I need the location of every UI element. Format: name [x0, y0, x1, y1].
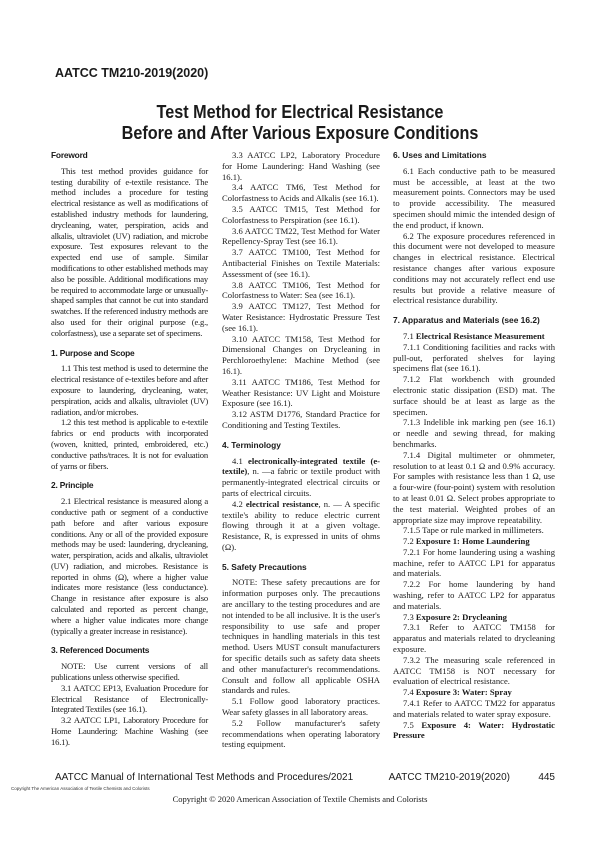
- definition: [222, 456, 380, 499]
- subheading-number: 7.3: [403, 611, 414, 622]
- subheading-title: Exposure 2: Drycleaning: [415, 611, 507, 622]
- section-5-heading: 5. Safety Precautions: [222, 561, 307, 572]
- reference-item: 3.7 AATCC TM100, Test Method for Antibacterial Finishes on Textile Materials: Assessment of (see 16.1).: [222, 247, 380, 279]
- subheading-number: 7.5: [403, 719, 414, 730]
- term: electronically-integrated textile (e-textile): [222, 455, 381, 477]
- term-definition: , n. —a fabric or textile product with permanently-integrated electrical circuits or parts of electrical circuits.: [222, 466, 380, 498]
- paragraph: 7.1.1 Conditioning facilities and racks with pull-out, perforated shelves for laying specimens flat (see 16.1).: [393, 341, 555, 374]
- subheading: [393, 612, 555, 623]
- reference-item: 3.6 AATCC TM22, Test Method for Water Repellency-Spray Test (see 16.1).: [222, 225, 380, 247]
- reference-item: 3.9 AATCC TM127, Test Method for Water Resistance: Hydrostatic Pressure Test (see 16.1).: [222, 301, 380, 333]
- subheading: [393, 720, 555, 742]
- subheading: [393, 536, 555, 547]
- subheading-title: Exposure 3: Water: Spray: [415, 687, 512, 698]
- paragraph: 1.2 this test method is applicable to e-textile fabrics or end products with incorporated (woven, knitted, printed, embroidered, etc.) conductive paths/traces. It is not for evaluation of yarns or fibers.: [51, 417, 208, 471]
- subheading-title: Exposure 4: Water: Hydrostatic Pressure: [393, 719, 555, 741]
- subheading-title: Electrical Resistance Measurement: [415, 330, 545, 341]
- section-3-heading: 3. Referenced Documents: [51, 645, 150, 656]
- paragraph: 6.1 Each conductive path to be measured must be accessible, at least at the two measurement points. Connectors may be used to provide accessibility. The measured specimen should mimic the intended design of the end product, if known.: [393, 165, 555, 230]
- subheading-number: 7.2: [403, 536, 414, 547]
- paragraph: 7.3.1 Refer to AATCC TM158 for apparatus and materials related to drycleaning exposure.: [393, 622, 555, 655]
- term-definition: , n. — A specific textile's ability to reduce electric current flowing through it at a given voltage. Resistance, R, is expressed in units of ohms (Ω).: [222, 498, 380, 552]
- paragraph: 5.1 Follow good laboratory practices. Wear safety glasses in all laboratory areas.: [222, 696, 380, 718]
- reference-item: 3.4 AATCC TM6, Test Method for Colorfastness to Acids and Alkalis (see 16.1).: [222, 182, 380, 204]
- title-line-1: Test Method for Electrical Resistance: [156, 102, 444, 122]
- copyright-notice: Copyright © 2020 American Association of Textile Chemists and Colorists: [172, 794, 428, 804]
- subheading: [393, 687, 555, 698]
- reference-item: 3.1 AATCC EP13, Evaluation Procedure for Electrical Resistance of Electronically-Integrated Textiles (see 16.1).: [51, 682, 208, 715]
- document-title: [30, 102, 570, 144]
- reference-item: 3.2 AATCC LP1, Laboratory Procedure for Home Laundering: Machine Washing (see 16.1).: [51, 715, 208, 747]
- column-left: [51, 150, 208, 748]
- paragraph: 7.1.4 Digital multimeter or ohmmeter, resolution to at least 0.1 Ω and 0.9% accuracy. For samples with resistance less than 1 Ω, use a four-wire (four-point) system with resolution to at least 0.01 Ω. Select probes appropriate to the test material. Weighted probes of an appropriate size may improve repeatability.: [393, 449, 555, 525]
- column-middle: [222, 150, 380, 750]
- paragraph: 2.1 Electrical resistance is measured along a conductive path or segment of a conductive path before and after various exposure conditions. Any or all of the provided exposure methods may be used: laundering, drycleaning, water, perspiration, acids and alkalis, ultraviolet (UV) radiation, and microbes. Resistance is reported in ohms (Ω), where a higher value indicates more resistance (less conductance). Change in resistance after exposure is also calculated and reported as percent change, where a higher value indicates more change (typically a greater increase in resistance).: [51, 496, 208, 636]
- reference-item: 3.5 AATCC TM15, Test Method for Colorfastness to Perspiration (see 16.1).: [222, 203, 380, 225]
- reference-item: 3.12 ASTM D1776, Standard Practice for Conditioning and Testing Textiles.: [222, 409, 380, 430]
- section-4-heading: 4. Terminology: [222, 439, 281, 450]
- paragraph: 7.1.2 Flat workbench with grounded electronic static dissipation (ESD) mat. The surface should be at least as large as the specimen.: [393, 374, 555, 417]
- footer-document-id: AATCC TM210-2019(2020): [388, 772, 510, 783]
- section-1-heading: 1. Purpose and Scope: [51, 347, 135, 358]
- subheading-number: 7.1: [403, 330, 414, 341]
- title-line-2: Before and After Various Exposure Conditions: [121, 123, 479, 143]
- reference-item: 3.10 AATCC TM158, Test Method for Dimensional Changes on Drycleaning in Perchloroethylene: Machine Method (see 16.1).: [222, 333, 380, 376]
- footer-manual-title: AATCC Manual of International Test Methods and Procedures/2021: [55, 772, 354, 783]
- subheading-title: Exposure 1: Home Laundering: [415, 536, 530, 547]
- paragraph: 7.3.2 The measuring scale referenced in AATCC TM158 is NOT necessary for evaluation of electrical resistance.: [393, 654, 555, 687]
- definition: [222, 499, 380, 553]
- term-number: 4.1: [232, 455, 243, 466]
- paragraph: 6.2 The exposure procedures referenced in this document were not developed to measure changes in electrical resistance. Electrical resistance changes after various exposure conditions may not accurately reflect end use results but provide a relative measure of electrical resistance durability.: [393, 230, 555, 306]
- foreword-heading: Foreword: [51, 150, 88, 160]
- paragraph: 7.2.2 For home laundering by hand washing, refer to AATCC LP2 for apparatus and materials.: [393, 579, 555, 611]
- page-number: 445: [538, 772, 555, 783]
- term-number: 4.2: [232, 498, 243, 509]
- paragraph: 7.2.1 For home laundering using a washing machine, refer to AATCC LP1 for apparatus and materials.: [393, 546, 555, 579]
- reference-item: 3.11 AATCC TM186, Test Method for Weather Resistance: UV Light and Moisture Exposure (see 16.1).: [222, 376, 380, 409]
- column-right: [393, 150, 555, 741]
- document-id-header: AATCC TM210-2019(2020): [55, 66, 209, 80]
- note: NOTE: These safety precautions are for information purposes only. The precautions are ancillary to the testing procedures and are not intended to be all inclusive. It is the user's responsibility to use safe and proper techniques in handling materials in this test method. Users MUST consult manufacturers for specific details such as safety data sheets and other manufacturer's recommendations. Consult and follow all applicable OSHA standards and rules.: [222, 577, 380, 696]
- note: NOTE: Use current versions of all publications unless otherwise specified.: [51, 661, 208, 683]
- reference-item: 3.3 AATCC LP2, Laboratory Procedure for Home Laundering: Hand Washing (see 16.1).: [222, 150, 380, 182]
- subheading: [393, 331, 555, 342]
- paragraph: 1.1 This test method is used to determine the electrical resistance of e-textiles before and after exposure to laundering, drycleaning, water, perspiration, acids and alkalis, ultraviolet (UV) radiation, and/or microbes.: [51, 363, 208, 417]
- reference-item: 3.8 AATCC TM106, Test Method for Colorfastness to Water: Sea (see 16.1).: [222, 279, 380, 301]
- copyright-small: Copyright The American Association of Textile Chemists and Colorists: [11, 786, 150, 791]
- section-2-heading: 2. Principle: [51, 480, 94, 491]
- foreword-text: This test method provides guidance for testing durability of e-textile resistance. The method includes a procedure for testing electrical resistance as well as modifications of established industry methods for laundering, drycleaning, water, perspiration, acids and alkalis, ultraviolet (UV) radiation, and microbe exposure. Test exposures relevant to the expected end use of sample. Similar modifications to other established methods may also be possible. Additional modifications may be required to accommodate large or unusually-shaped samples that cannot be cut into standard swatches. If the referenced industry methods are also used for their original purpose (e.g., colorfastness), use a separate set of specimens.: [51, 165, 208, 338]
- subheading-number: 7.4: [403, 687, 414, 698]
- section-7-heading: 7. Apparatus and Materials (see 16.2): [393, 315, 540, 326]
- paragraph: 5.2 Follow manufacturer's safety recommendations when operating laboratory testing equipment.: [222, 717, 380, 750]
- paragraph: 7.1.5 Tape or rule marked in millimeters.: [403, 525, 544, 536]
- paragraph: 7.1.3 Indelible ink marking pen (see 16.1) or needle and sewing thread, for making benchmarks.: [393, 417, 555, 449]
- paragraph: 7.4.1 Refer to AATCC TM22 for apparatus and materials related to water spray exposure.: [393, 698, 555, 719]
- term: electrical resistance: [245, 498, 319, 509]
- section-6-heading: 6. Uses and Limitations: [393, 150, 487, 160]
